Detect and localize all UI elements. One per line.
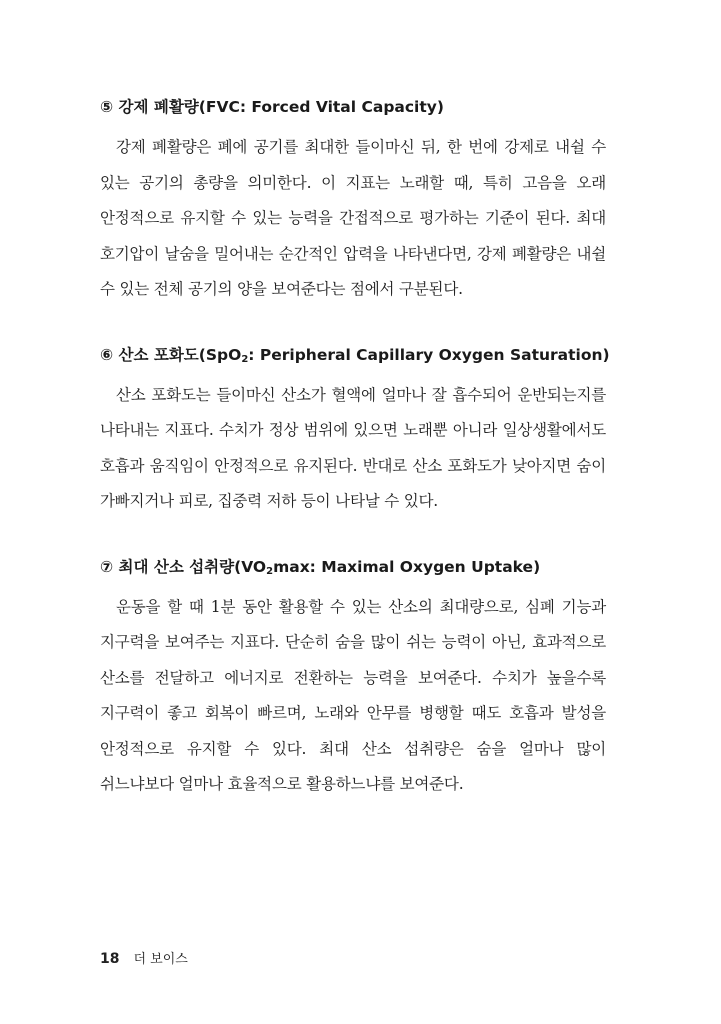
- book-title: 더 보이스: [133, 952, 188, 967]
- heading-text-tail: : Peripheral Capillary Oxygen Saturation): [248, 345, 610, 364]
- page-footer: [100, 948, 188, 967]
- section-fvc: [100, 96, 606, 308]
- section-paragraph: 운동을 할 때 1분 동안 활용할 수 있는 산소의 최대량으로, 심폐 기능과 지구력을 보여주는 지표다. 단순히 숨을 많이 쉬는 능력이 아닌, 효과적으로 산소를 전달하고 에너지로 전환하는 능력을 보여준다. 수치가 높을수록 지구력이 좋고 회복이 빠르며, 노래와 안무를 병행할 때도 호흡과 발성을 안정적으로 유지할 수 있다. 최대 산소 섭취량은 숨을 얼마나 많이 쉬느냐보다 얼마나 효율적으로 활용하느냐를 보여준다.: [100, 597, 606, 793]
- heading-text: ⑥ 산소 포화도(SpO: [100, 345, 242, 364]
- section-heading: [100, 556, 606, 578]
- heading-subscript: 2: [266, 565, 274, 577]
- heading-text-tail: max: Maximal Oxygen Uptake): [273, 557, 541, 576]
- section-vo2max: [100, 556, 606, 803]
- section-paragraph: 강제 폐활량은 폐에 공기를 최대한 들이마신 뒤, 한 번에 강제로 내쉴 수 있는 공기의 총량을 의미한다. 이 지표는 노래할 때, 특히 고음을 오래 안정적으로 유지할 수 있는 능력을 간접적으로 평가하는 기준이 된다. 최대 호기압이 날숨을 밀어내는 순간적인 압력을 나타낸다면, 강제 폐활량은 내쉴 수 있는 전체 공기의 양을 보여준다는 점에서 구분된다.: [100, 138, 606, 298]
- page-body: [100, 96, 610, 839]
- heading-text: ⑤ 강제 폐활량(FVC: Forced Vital Capacity): [100, 98, 444, 116]
- section-heading: [100, 96, 606, 118]
- page-number: 18: [100, 951, 120, 967]
- heading-text: ⑦ 최대 산소 섭취량(VO: [100, 557, 267, 576]
- heading-subscript: 2: [241, 353, 249, 365]
- section-heading: [100, 344, 610, 366]
- section-spo2: [100, 344, 610, 520]
- section-paragraph: 산소 포화도는 들이마신 산소가 혈액에 얼마나 잘 흡수되어 운반되는지를 나타내는 지표다. 수치가 정상 범위에 있으면 노래뿐 아니라 일상생활에서도 호흡과 움직임이 안정적으로 유지된다. 반대로 산소 포화도가 낮아지면 숨이 가빠지거나 피로, 집중력 저하 등이 나타날 수 있다.: [100, 385, 606, 510]
